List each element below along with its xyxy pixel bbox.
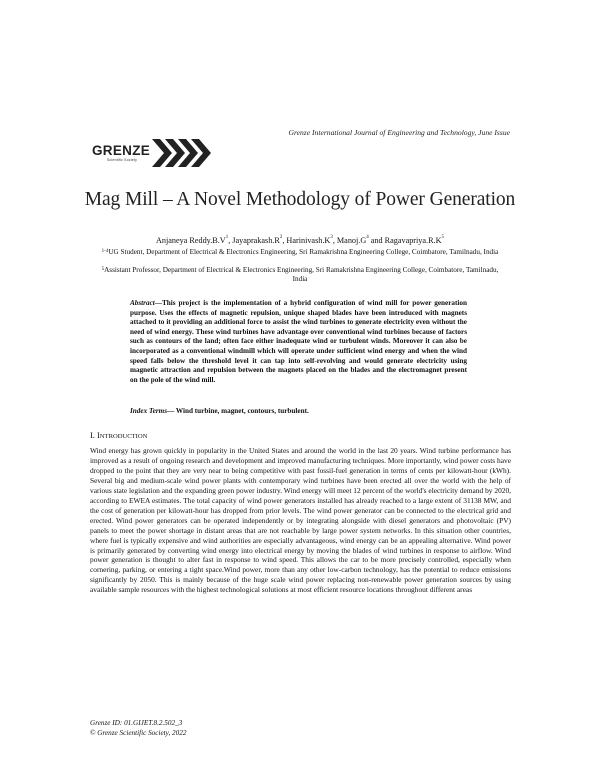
index-terms-heading: Index Terms (130, 407, 168, 415)
abstract-text: —This project is the implementation of a hybrid configuration of wind mill for power generation purpose. Uses the effects of magnetic repulsion, unique shaped blades have been introduced with magnets attached to it providing an additional force to assist the wind turbines to generate electricity even without the need of wind energy. These wind turbines have advantage over conventional wind turbines because of factors such as contours of the land; often face either inadequate wind or turbulent winds. Moreover it can also be incorporated as a conventional windmill which will operate under sufficient wind energy and when the wind speed falls below the threshold level it can tap into self-revolving and would generate electricity using magnetic attraction and repulsion between the magnets placed on the blades and the electromagnet present on the pole of the wind mill. (130, 299, 467, 384)
author-list (0, 236, 600, 245)
section-heading (90, 431, 147, 440)
logo-wordmark: GRENZE (92, 143, 151, 158)
affiliation-2 (100, 266, 500, 285)
abstract-heading: Abstract (130, 299, 155, 307)
section-title: INTRODUCTION (96, 431, 148, 440)
chevron-arrows-icon (152, 137, 214, 169)
index-terms-text: — Wind turbine, magnet, contours, turbulent. (167, 407, 309, 415)
affiliation-2-text: $^5$Assistant Professor, Department of Electrical & Electronics Engineering, Sri Ramakrishna Engineering College, Coimbatore, Tamilnadu, India (101, 266, 499, 284)
index-terms (130, 407, 467, 415)
author-names: Anjaneya $Reddy.B.V^1$, $Jayaprakash.R^2$, $Harinivash.K^3$, $Manoj.G^4$ and $Ragavapriya.R.K^5$ (155, 235, 445, 245)
logo-tagline: Scientific Society (107, 158, 138, 162)
body-paragraph: Wind energy has grown quickly in popularity in the United States and around the world in the last 20 years. Wind turbine performance has improved as a result of ongoing research and development and improved manufacturing techniques. More importantly, wind power costs have dropped to the point that they are very near to being competitive with past fossil-fuel generation in terms of cents per kilowatt-hour (kWh). Several big and medium-scale wind power plants with contemporary wind turbines have been erected all over the world with the help of various state legislation and the expanding green power industry. Wind energy will meet 12 percent of the world's electricity demand by 2020, according to EWEA estimates. The total capacity of wind power generators installed has already reached to a large extent of 31138 MW, and the cost of generation per kilowatt-hour has dropped from prior levels. The wind power generator can be connected to the electrical grid and erected. Wind power generators can be operated independently or by integrating alongside with diesel generators and photovoltaic (PV) panels to meet the power shortage in distant areas that are not reachable by large power system networks. In this situation other countries, where fuel is typically expensive and wind authorities are especially advantageous, wind energy can be an appealing alternative. Wind power is primarily generated by converting wind energy into electrical energy by moving the blades of wind turbines in response to airflow. Wind power generation is thought to alter fast in response to wind speed. This allows the car to be more precisely controlled, especially when cornering, parking, or entering a tight space.Wind power, more than any other low-carbon technology, has the potential to reduce emissions significantly by 2050. This is mainly because of the huge scale wind power replacing non-renewable power generation sources by using available sample resources with the highest technological solutions at most efficient resource locations throughout different areas (90, 446, 511, 595)
grenze-logo (92, 137, 210, 169)
affiliation-1 (100, 248, 500, 257)
abstract (130, 299, 467, 385)
page-footer (90, 719, 186, 738)
section-number: I. (90, 431, 95, 440)
grenze-id: Grenze ID: 01.GIJET.8.2.502_3 (90, 719, 183, 727)
paper-title: Mag Mill – A Novel Methodology of Power Generation (84, 189, 516, 210)
journal-name: Grenze International Journal of Engineering and Technology, June Issue (288, 128, 510, 137)
affiliation-1-text: $^{1-4}$UG Student, Department of Electrical & Electronics Engineering, Sri Ramakrishna Engineering College, Coimbatore, Tamilnadu, India (101, 248, 499, 256)
copyright: © Grenze Scientific Society, 2022 (90, 728, 187, 737)
